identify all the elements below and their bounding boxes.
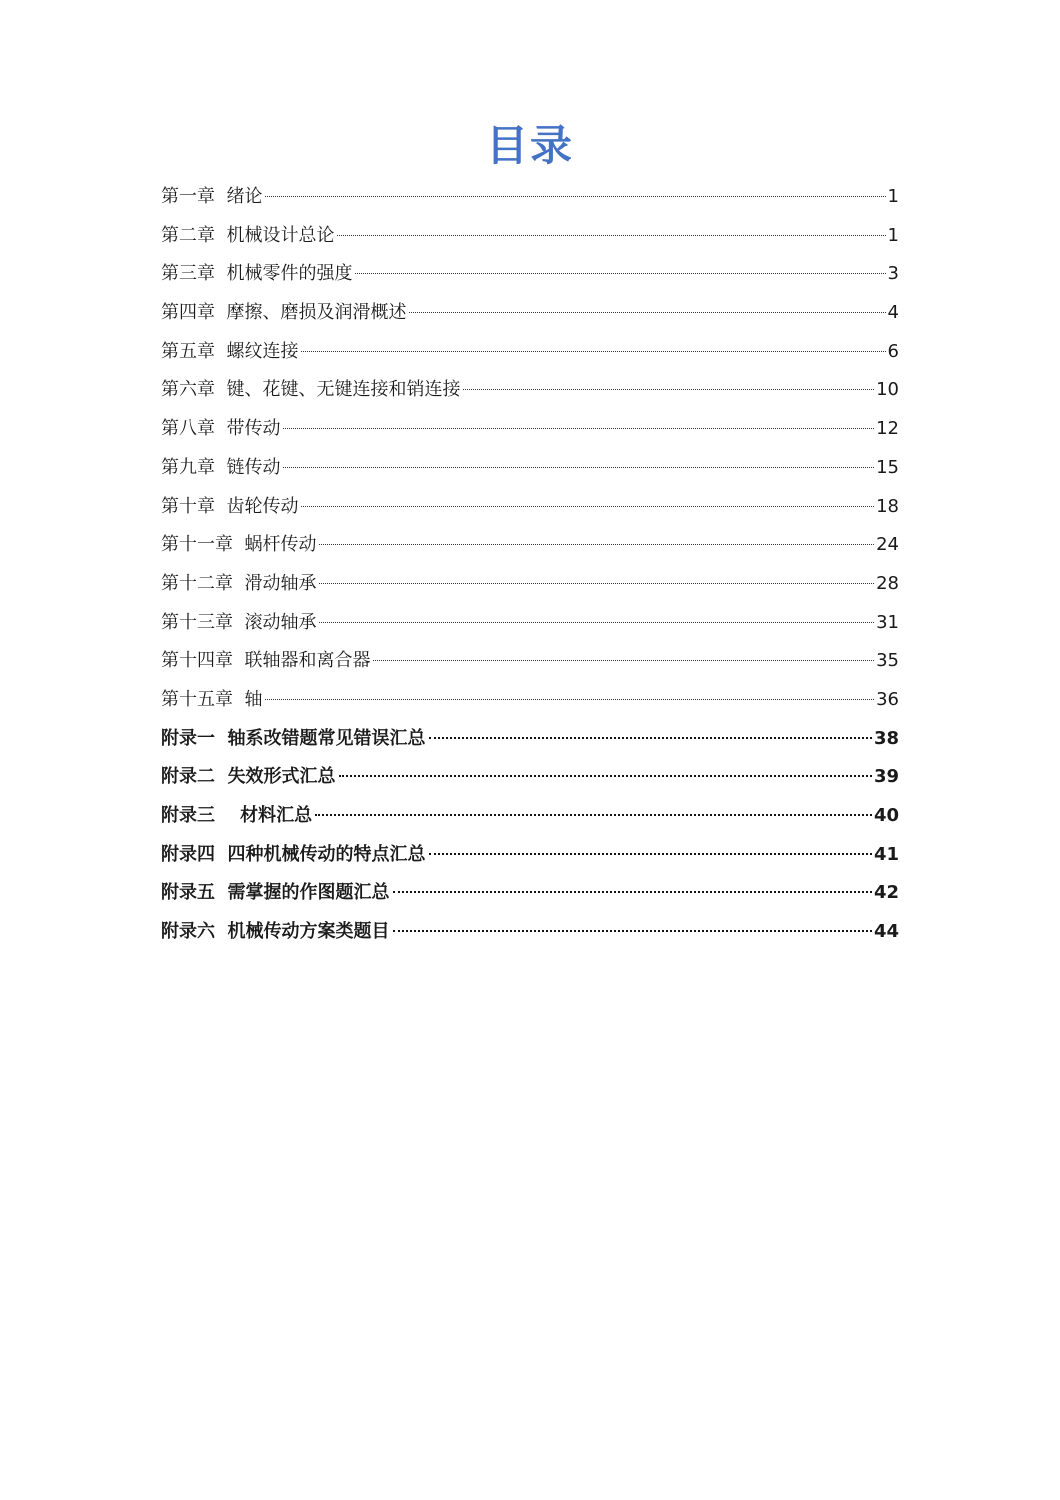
toc-entry[interactable] <box>161 797 899 836</box>
dot-leader <box>283 467 874 468</box>
toc-entry-label: 附录五 需掌握的作图题汇总 <box>161 882 390 904</box>
toc-title: 目录 <box>485 121 574 170</box>
toc-entry-page-number: 35 <box>876 650 899 672</box>
dot-leader <box>283 428 874 429</box>
toc-entry-label: 第十三章 滚动轴承 <box>161 611 317 633</box>
toc-entry-page-number: 40 <box>873 805 899 826</box>
toc-entry-label: 第十四章 联轴器和离合器 <box>161 650 371 672</box>
toc-entry-page-number: 39 <box>873 766 899 788</box>
dot-leader <box>429 853 872 855</box>
dot-leader <box>319 583 874 584</box>
dot-leader <box>265 699 874 700</box>
dot-leader <box>315 814 872 816</box>
toc-list <box>161 178 899 952</box>
toc-entry-page-number: 3 <box>887 263 899 285</box>
toc-entry[interactable] <box>161 836 899 875</box>
toc-entry-page-number: 31 <box>876 611 899 633</box>
toc-entry-page-number: 44 <box>873 921 899 943</box>
toc-entry-label: 第四章 摩擦、磨损及润滑概述 <box>161 302 407 324</box>
toc-entry-page-number: 12 <box>876 418 899 440</box>
toc-entry[interactable] <box>161 371 899 410</box>
toc-entry[interactable] <box>161 449 899 488</box>
toc-entry-label: 第十五章 轴 <box>161 688 263 710</box>
dot-leader <box>429 737 872 739</box>
dot-leader <box>301 351 885 352</box>
toc-entry-label: 第八章 带传动 <box>161 418 281 440</box>
toc-entry-label: 第九章 链传动 <box>161 456 281 478</box>
toc-entry[interactable] <box>161 681 899 720</box>
toc-entry[interactable] <box>161 294 899 333</box>
dot-leader <box>393 930 872 932</box>
dot-leader <box>319 544 874 545</box>
dot-leader <box>265 196 885 197</box>
toc-entry-label: 第十一章 蜗杆传动 <box>161 534 317 556</box>
toc-entry[interactable] <box>161 488 899 527</box>
toc-entry-label: 第一章 绪论 <box>161 186 263 207</box>
toc-entry-label: 第三章 机械零件的强度 <box>161 263 353 285</box>
toc-entry-label: 附录一 轴系改错题常见错误汇总 <box>161 727 426 749</box>
toc-entry-page-number: 28 <box>876 572 899 594</box>
dot-leader <box>373 660 874 661</box>
toc-entry-page-number: 18 <box>876 495 899 517</box>
toc-entry-page-number: 41 <box>873 843 899 865</box>
dot-leader <box>337 235 885 236</box>
toc-entry-label: 第十章 齿轮传动 <box>161 495 299 517</box>
toc-entry-page-number: 38 <box>873 727 899 749</box>
dot-leader <box>339 775 872 777</box>
toc-entry-page-number: 42 <box>873 882 899 904</box>
toc-entry-page-number: 15 <box>876 456 899 478</box>
toc-entry[interactable] <box>161 720 899 759</box>
toc-entry[interactable] <box>161 565 899 604</box>
toc-entry[interactable] <box>161 178 899 217</box>
toc-entry-page-number: 4 <box>887 302 899 324</box>
toc-entry[interactable] <box>161 255 899 294</box>
toc-entry[interactable] <box>161 217 899 256</box>
toc-entry[interactable] <box>161 526 899 565</box>
dot-leader <box>301 506 874 507</box>
toc-entry[interactable] <box>161 913 899 952</box>
toc-entry-label: 附录四 四种机械传动的特点汇总 <box>161 843 426 865</box>
toc-entry-label: 第五章 螺纹连接 <box>161 340 299 362</box>
toc-entry-page-number: 1 <box>887 224 899 246</box>
toc-entry[interactable] <box>161 758 899 797</box>
toc-entry-label: 附录二 失效形式汇总 <box>161 766 336 788</box>
toc-entry-label: 附录三 材料汇总 <box>161 805 313 826</box>
toc-entry-page-number: 1 <box>887 186 899 207</box>
toc-entry-label: 第十二章 滑动轴承 <box>161 572 317 594</box>
dot-leader <box>355 273 885 274</box>
toc-entry-page-number: 6 <box>887 340 899 362</box>
toc-entry-label: 附录六 机械传动方案类题目 <box>161 921 390 943</box>
dot-leader <box>393 891 872 893</box>
toc-entry-page-number: 10 <box>876 379 899 401</box>
toc-entry-label: 第六章 键、花键、无键连接和销连接 <box>161 379 461 401</box>
toc-entry[interactable] <box>161 642 899 681</box>
toc-entry[interactable] <box>161 333 899 372</box>
toc-entry-page-number: 24 <box>876 534 899 556</box>
toc-entry[interactable] <box>161 604 899 643</box>
toc-entry-page-number: 36 <box>876 688 899 710</box>
toc-entry[interactable] <box>161 410 899 449</box>
dot-leader <box>463 389 874 390</box>
toc-entry[interactable] <box>161 874 899 913</box>
dot-leader <box>409 312 885 313</box>
dot-leader <box>319 622 874 623</box>
toc-entry-label: 第二章 机械设计总论 <box>161 224 335 246</box>
